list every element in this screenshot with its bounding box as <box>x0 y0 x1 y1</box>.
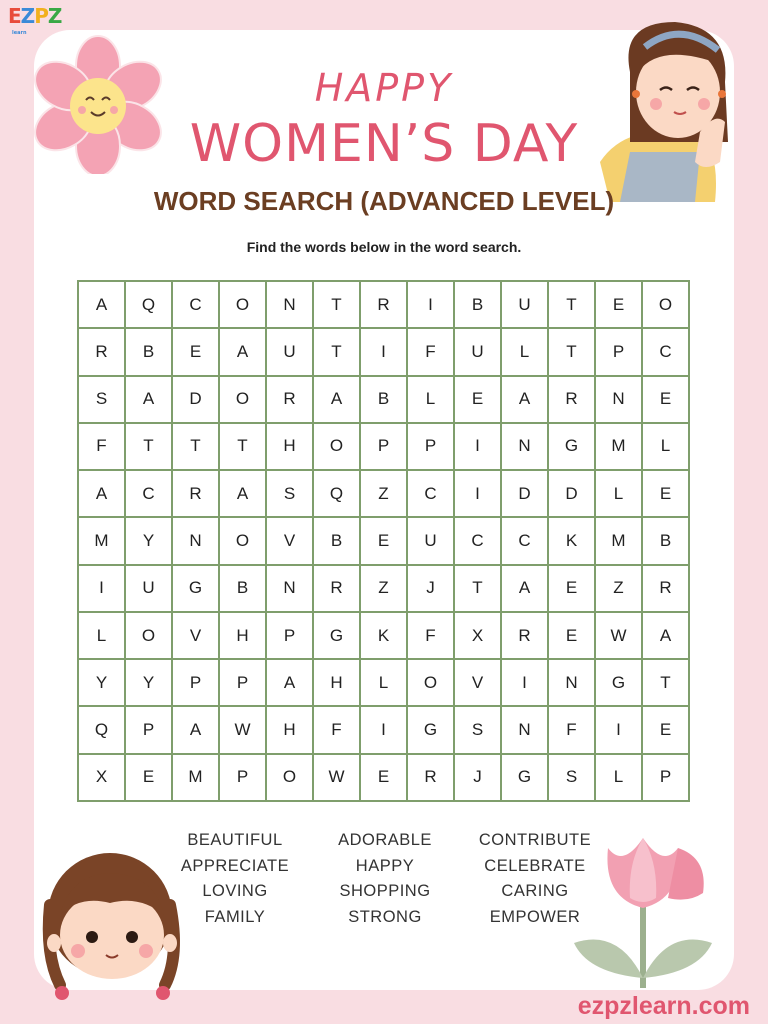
grid-cell[interactable]: H <box>266 423 313 470</box>
word-list-item: EMPOWER <box>489 907 581 926</box>
grid-cell[interactable]: N <box>548 659 595 706</box>
grid-cell[interactable]: N <box>595 376 642 423</box>
grid-cell[interactable]: C <box>501 517 548 564</box>
grid-cell[interactable]: M <box>172 754 219 801</box>
grid-cell[interactable]: P <box>219 754 266 801</box>
grid-cell[interactable]: B <box>454 281 501 328</box>
grid-cell[interactable]: Z <box>360 565 407 612</box>
grid-cell[interactable]: B <box>360 376 407 423</box>
grid-cell[interactable]: P <box>360 423 407 470</box>
grid-cell[interactable]: R <box>407 754 454 801</box>
grid-cell[interactable]: I <box>501 659 548 706</box>
title-womens-day: WOMEN’S DAY <box>189 114 579 174</box>
grid-cell[interactable]: U <box>125 565 172 612</box>
grid-cell[interactable]: L <box>595 754 642 801</box>
grid-cell[interactable]: Q <box>78 706 125 753</box>
grid-cell[interactable]: Q <box>313 470 360 517</box>
grid-cell[interactable]: V <box>454 659 501 706</box>
grid-cell[interactable]: C <box>172 281 219 328</box>
grid-cell[interactable]: S <box>266 470 313 517</box>
grid-cell[interactable]: B <box>313 517 360 564</box>
grid-cell[interactable]: C <box>642 328 689 375</box>
grid-cell[interactable]: G <box>548 423 595 470</box>
word-list-item: CONTRIBUTE <box>478 831 592 849</box>
grid-cell[interactable]: A <box>313 376 360 423</box>
grid-cell[interactable]: G <box>595 659 642 706</box>
logo-tagline: learn <box>12 30 27 36</box>
grid-cell[interactable]: O <box>125 612 172 659</box>
ezpz-logo <box>8 4 62 36</box>
grid-cell[interactable]: R <box>360 281 407 328</box>
grid-cell[interactable]: E <box>360 517 407 564</box>
grid-cell[interactable]: J <box>407 565 454 612</box>
grid-cell[interactable]: C <box>454 517 501 564</box>
grid-cell[interactable]: H <box>266 706 313 753</box>
grid-cell[interactable]: O <box>219 281 266 328</box>
word-list <box>160 828 610 930</box>
grid-cell[interactable]: T <box>548 281 595 328</box>
grid-cell[interactable]: O <box>219 517 266 564</box>
word-list-item: CELEBRATE <box>484 856 586 875</box>
word-list-item: BEAUTIFUL <box>187 831 283 849</box>
grid-cell[interactable]: B <box>125 328 172 375</box>
grid-cell[interactable]: O <box>266 754 313 801</box>
grid-cell[interactable]: N <box>266 565 313 612</box>
grid-cell[interactable]: A <box>501 565 548 612</box>
word-list-item: CARING <box>501 882 569 900</box>
grid-cell[interactable]: A <box>172 706 219 753</box>
grid-cell[interactable]: L <box>642 423 689 470</box>
grid-cell[interactable]: V <box>172 612 219 659</box>
grid-cell[interactable]: O <box>313 423 360 470</box>
grid-cell[interactable]: Y <box>125 517 172 564</box>
grid-cell[interactable]: N <box>266 281 313 328</box>
grid-cell[interactable]: E <box>595 281 642 328</box>
word-list-item: FAMILY <box>204 907 266 926</box>
grid-cell[interactable]: W <box>595 612 642 659</box>
grid-cell[interactable]: R <box>172 470 219 517</box>
grid-cell[interactable]: G <box>501 754 548 801</box>
grid-cell[interactable]: T <box>313 328 360 375</box>
word-list-item: ADORABLE <box>338 831 432 849</box>
grid-cell[interactable]: T <box>219 423 266 470</box>
grid-cell[interactable]: X <box>78 754 125 801</box>
grid-cell[interactable]: U <box>407 517 454 564</box>
grid-cell[interactable]: F <box>407 612 454 659</box>
grid-cell[interactable]: P <box>595 328 642 375</box>
grid-cell[interactable]: T <box>642 659 689 706</box>
worksheet-subtitle: WORD SEARCH (ADVANCED LEVEL) <box>153 186 615 216</box>
grid-cell[interactable]: Y <box>78 659 125 706</box>
grid-cell[interactable]: E <box>454 376 501 423</box>
grid-cell[interactable]: Z <box>360 470 407 517</box>
logo-letter: E <box>8 4 21 28</box>
grid-cell[interactable]: D <box>501 470 548 517</box>
footer-website[interactable]: ezpzlearn.com <box>577 992 750 1020</box>
grid-cell[interactable]: I <box>78 565 125 612</box>
grid-cell[interactable]: T <box>548 328 595 375</box>
grid-cell[interactable]: C <box>407 470 454 517</box>
grid-cell[interactable]: P <box>407 423 454 470</box>
grid-cell[interactable]: S <box>454 706 501 753</box>
grid-cell[interactable]: F <box>313 706 360 753</box>
grid-cell[interactable]: H <box>219 612 266 659</box>
grid-cell[interactable]: L <box>501 328 548 375</box>
grid-cell[interactable]: E <box>548 612 595 659</box>
grid-cell[interactable]: I <box>360 328 407 375</box>
grid-cell[interactable]: Q <box>125 281 172 328</box>
grid-cell[interactable]: E <box>642 470 689 517</box>
grid-cell[interactable]: I <box>595 706 642 753</box>
grid-cell[interactable]: U <box>454 328 501 375</box>
grid-cell[interactable]: K <box>360 612 407 659</box>
grid-cell[interactable]: U <box>501 281 548 328</box>
grid-cell[interactable]: K <box>548 517 595 564</box>
grid-cell[interactable]: L <box>360 659 407 706</box>
grid-cell[interactable]: E <box>172 328 219 375</box>
grid-cell[interactable]: P <box>125 706 172 753</box>
grid-cell[interactable]: A <box>78 281 125 328</box>
grid-cell[interactable]: E <box>125 754 172 801</box>
grid-cell[interactable]: I <box>454 470 501 517</box>
grid-cell[interactable]: F <box>78 423 125 470</box>
grid-cell[interactable]: A <box>501 376 548 423</box>
grid-cell[interactable]: W <box>219 706 266 753</box>
grid-cell[interactable]: G <box>313 612 360 659</box>
grid-cell[interactable]: D <box>172 376 219 423</box>
word-list-item: SHOPPING <box>339 882 431 900</box>
grid-cell[interactable]: F <box>548 706 595 753</box>
grid-cell[interactable]: D <box>548 470 595 517</box>
grid-cell[interactable]: Z <box>595 565 642 612</box>
grid-cell[interactable]: A <box>219 328 266 375</box>
grid-cell[interactable]: S <box>548 754 595 801</box>
grid-cell[interactable]: I <box>360 706 407 753</box>
logo-letter: Z <box>47 4 62 28</box>
grid-cell[interactable]: T <box>313 281 360 328</box>
grid-cell[interactable]: R <box>501 612 548 659</box>
grid-cell[interactable]: I <box>407 281 454 328</box>
grid-cell[interactable]: P <box>219 659 266 706</box>
grid-cell[interactable]: M <box>595 423 642 470</box>
logo-letter: P <box>34 4 48 28</box>
grid-cell[interactable]: E <box>548 565 595 612</box>
grid-cell[interactable]: O <box>407 659 454 706</box>
grid-cell[interactable]: M <box>595 517 642 564</box>
grid-cell[interactable]: I <box>454 423 501 470</box>
instructions-text: Find the words below in the word search. <box>246 239 522 255</box>
grid-cell[interactable]: U <box>266 328 313 375</box>
grid-cell[interactable]: E <box>642 376 689 423</box>
grid-cell[interactable]: R <box>642 565 689 612</box>
word-list-item: HAPPY <box>355 856 415 875</box>
grid-cell[interactable]: N <box>172 517 219 564</box>
grid-cell[interactable]: A <box>642 612 689 659</box>
grid-cell[interactable]: P <box>266 612 313 659</box>
grid-cell[interactable]: M <box>78 517 125 564</box>
grid-cell[interactable]: L <box>595 470 642 517</box>
grid-cell[interactable]: R <box>313 565 360 612</box>
grid-cell[interactable]: N <box>501 706 548 753</box>
grid-cell[interactable]: G <box>172 565 219 612</box>
grid-cell[interactable]: G <box>407 706 454 753</box>
grid-cell[interactable]: T <box>454 565 501 612</box>
grid-cell[interactable]: J <box>454 754 501 801</box>
grid-cell[interactable]: F <box>407 328 454 375</box>
grid-cell[interactable]: Y <box>125 659 172 706</box>
grid-cell[interactable]: T <box>172 423 219 470</box>
grid-cell[interactable]: H <box>313 659 360 706</box>
logo-letter: Z <box>20 4 35 28</box>
grid-cell[interactable]: B <box>219 565 266 612</box>
grid-cell[interactable]: A <box>78 470 125 517</box>
grid-cell[interactable]: B <box>642 517 689 564</box>
word-list-item: LOVING <box>202 882 268 900</box>
girl-braids-illustration <box>30 845 190 1010</box>
grid-cell[interactable]: A <box>125 376 172 423</box>
word-search-grid <box>77 280 690 802</box>
grid-cell[interactable]: E <box>642 706 689 753</box>
grid-cell[interactable]: C <box>125 470 172 517</box>
grid-cell[interactable]: W <box>313 754 360 801</box>
grid-cell[interactable]: P <box>172 659 219 706</box>
grid-cell[interactable]: L <box>78 612 125 659</box>
grid-cell[interactable]: O <box>642 281 689 328</box>
grid-cell[interactable]: T <box>125 423 172 470</box>
word-list-item: APPRECIATE <box>180 856 290 875</box>
grid-cell[interactable]: O <box>219 376 266 423</box>
grid-cell[interactable]: R <box>78 328 125 375</box>
grid-cell[interactable]: P <box>642 754 689 801</box>
grid-cell[interactable]: R <box>548 376 595 423</box>
word-list-item: STRONG <box>348 907 422 926</box>
tulip-icon <box>568 818 718 993</box>
title-happy: HAPPY <box>314 66 454 110</box>
grid-cell[interactable]: A <box>266 659 313 706</box>
grid-cell[interactable]: N <box>501 423 548 470</box>
grid-cell[interactable]: A <box>219 470 266 517</box>
word-list-column <box>310 828 460 930</box>
grid-cell[interactable]: R <box>266 376 313 423</box>
grid-cell[interactable]: E <box>360 754 407 801</box>
grid-cell[interactable]: S <box>78 376 125 423</box>
grid-cell[interactable]: L <box>407 376 454 423</box>
grid-cell[interactable]: V <box>266 517 313 564</box>
grid-cell[interactable]: X <box>454 612 501 659</box>
